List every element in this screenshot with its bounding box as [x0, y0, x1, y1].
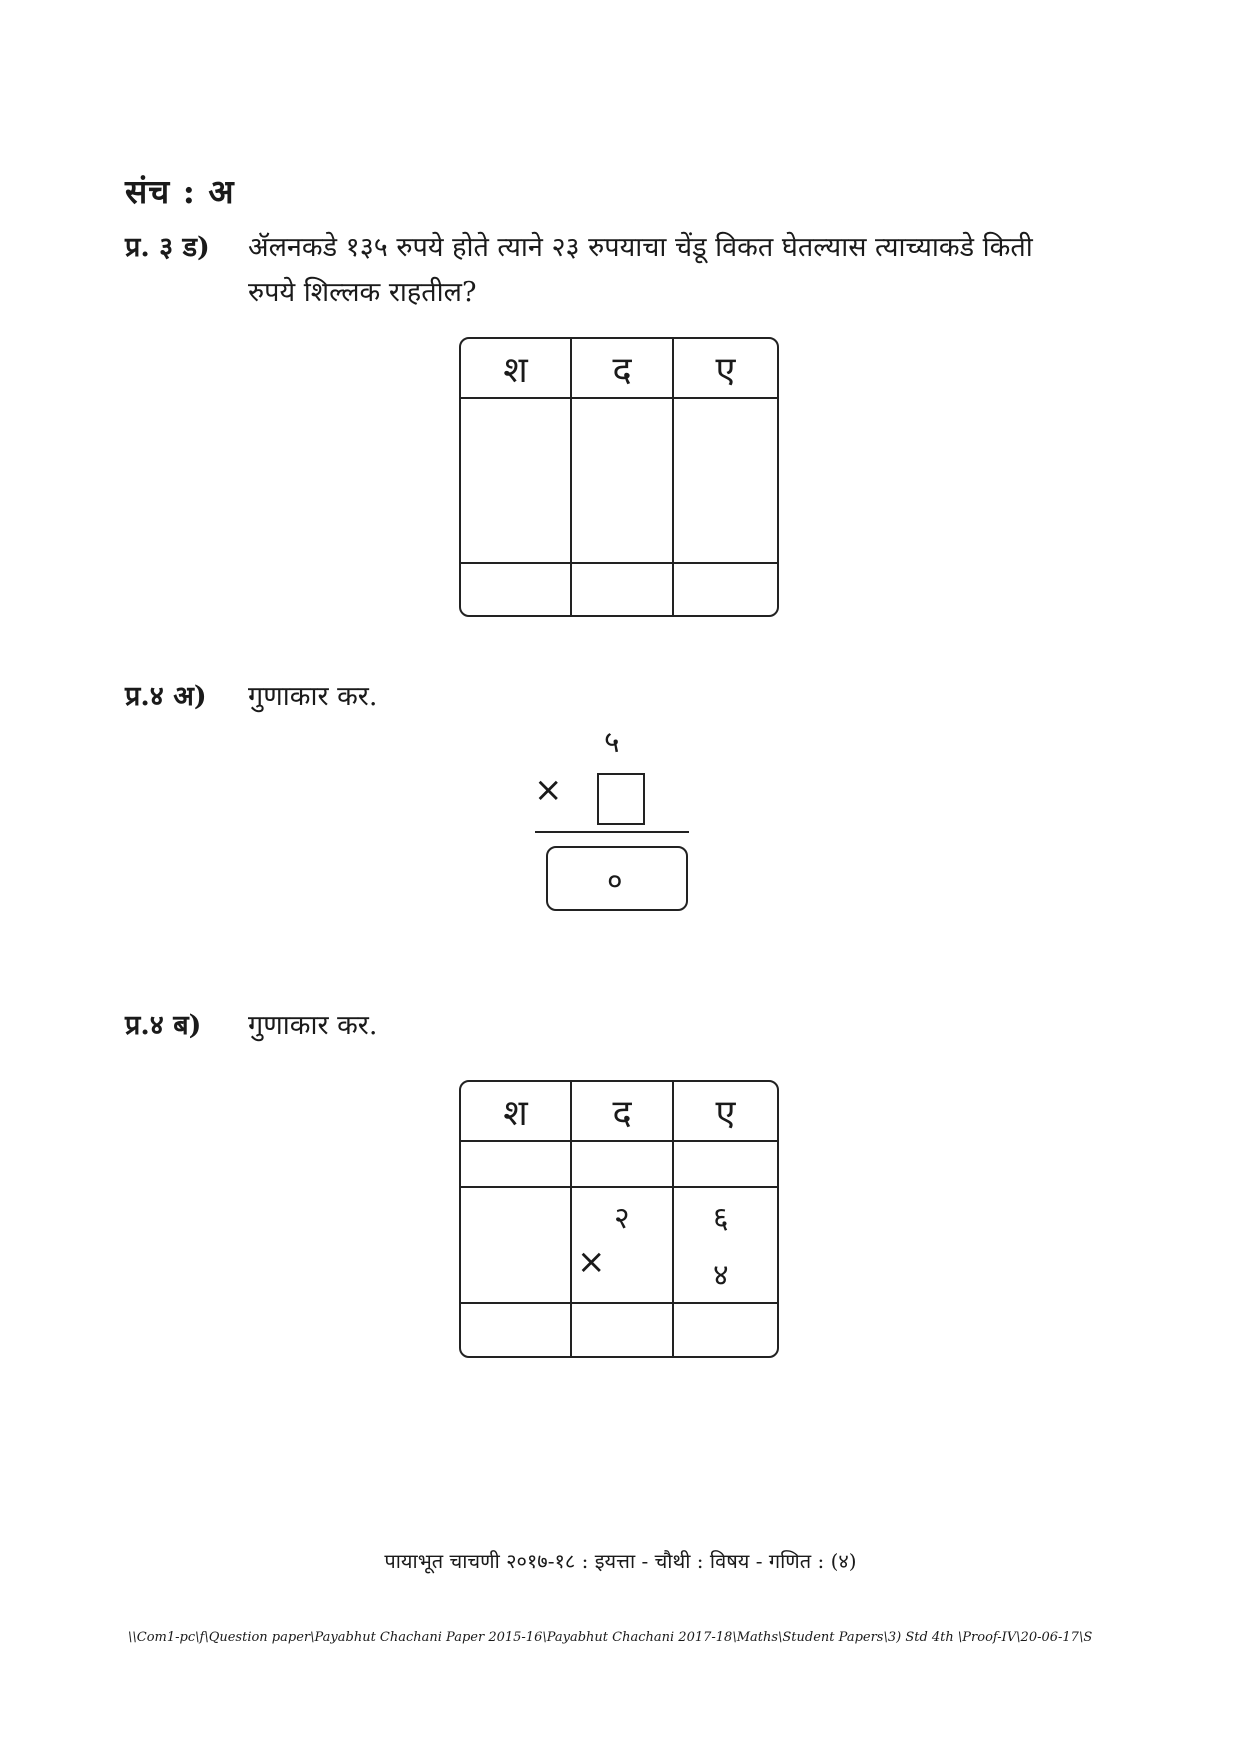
problem-cell-tens [572, 1188, 674, 1304]
multiplication-problem [530, 720, 700, 910]
answer-cell-tens[interactable] [572, 564, 674, 615]
ones-digit: ६ [713, 1201, 729, 1236]
result-line [535, 831, 689, 833]
header-hundreds: श [461, 339, 572, 399]
carry-cell-ones[interactable] [674, 1142, 777, 1188]
set-title: संच : अ [125, 172, 235, 211]
multiplicand-digit: ५ [604, 725, 620, 760]
question-4b-label: प्र.४ ब) [125, 1010, 202, 1041]
question-3d-text-line1: ॲलनकडे १३५ रुपये होते त्याने २३ रुपयाचा चेंडू विकत घेतल्यास त्याच्याकडे किती [248, 232, 1033, 263]
place-value-table-q3 [459, 337, 779, 617]
header-ones: ए [674, 339, 777, 399]
multiplier-digit: ४ [713, 1258, 729, 1293]
work-cell-hundreds[interactable] [461, 399, 572, 564]
carry-cell-tens[interactable] [572, 1142, 674, 1188]
header-tens: द [572, 339, 674, 399]
question-4a-text: गुणाकार कर. [248, 681, 378, 712]
question-4a-label: प्र.४ अ) [125, 681, 207, 712]
problem-cell-hundreds [461, 1188, 572, 1304]
work-cell-tens[interactable] [572, 399, 674, 564]
answer-box [546, 846, 688, 911]
answer-digit: ० [607, 864, 623, 899]
multiply-sign: × [577, 1242, 606, 1282]
question-3d-text-line2: रुपये शिल्लक राहतील? [248, 277, 477, 308]
problem-cell-ones [674, 1188, 777, 1304]
answer-cell-hundreds[interactable] [461, 564, 572, 615]
file-path: \\Com1-pc\f\Question paper\Payabhut Chachani Paper 2015-16\Payabhut Chachani 2017-18\Maths\Student Papers\3) Std 4th \Proof-IV\20-06-17\S [128, 1630, 1093, 1645]
work-cell-ones[interactable] [674, 399, 777, 564]
answer-cell-ones[interactable] [674, 1304, 777, 1356]
header-ones: ए [674, 1082, 777, 1142]
tens-digit: २ [614, 1201, 630, 1236]
page-footer: पायाभूत चाचणी २०१७-१८ : इयत्ता - चौथी : विषय - गणित : (४) [384, 1549, 857, 1573]
answer-cell-ones[interactable] [674, 564, 777, 615]
header-tens: द [572, 1082, 674, 1142]
blank-multiplier-box[interactable] [597, 773, 645, 825]
carry-cell-hundreds[interactable] [461, 1142, 572, 1188]
answer-cell-tens[interactable] [572, 1304, 674, 1356]
multiply-sign: × [534, 770, 563, 810]
place-value-table-q4b [459, 1080, 779, 1358]
question-4b-text: गुणाकार कर. [248, 1010, 378, 1041]
header-hundreds: श [461, 1082, 572, 1142]
answer-cell-hundreds[interactable] [461, 1304, 572, 1356]
question-3d-label: प्र. ३ ड) [125, 232, 210, 263]
